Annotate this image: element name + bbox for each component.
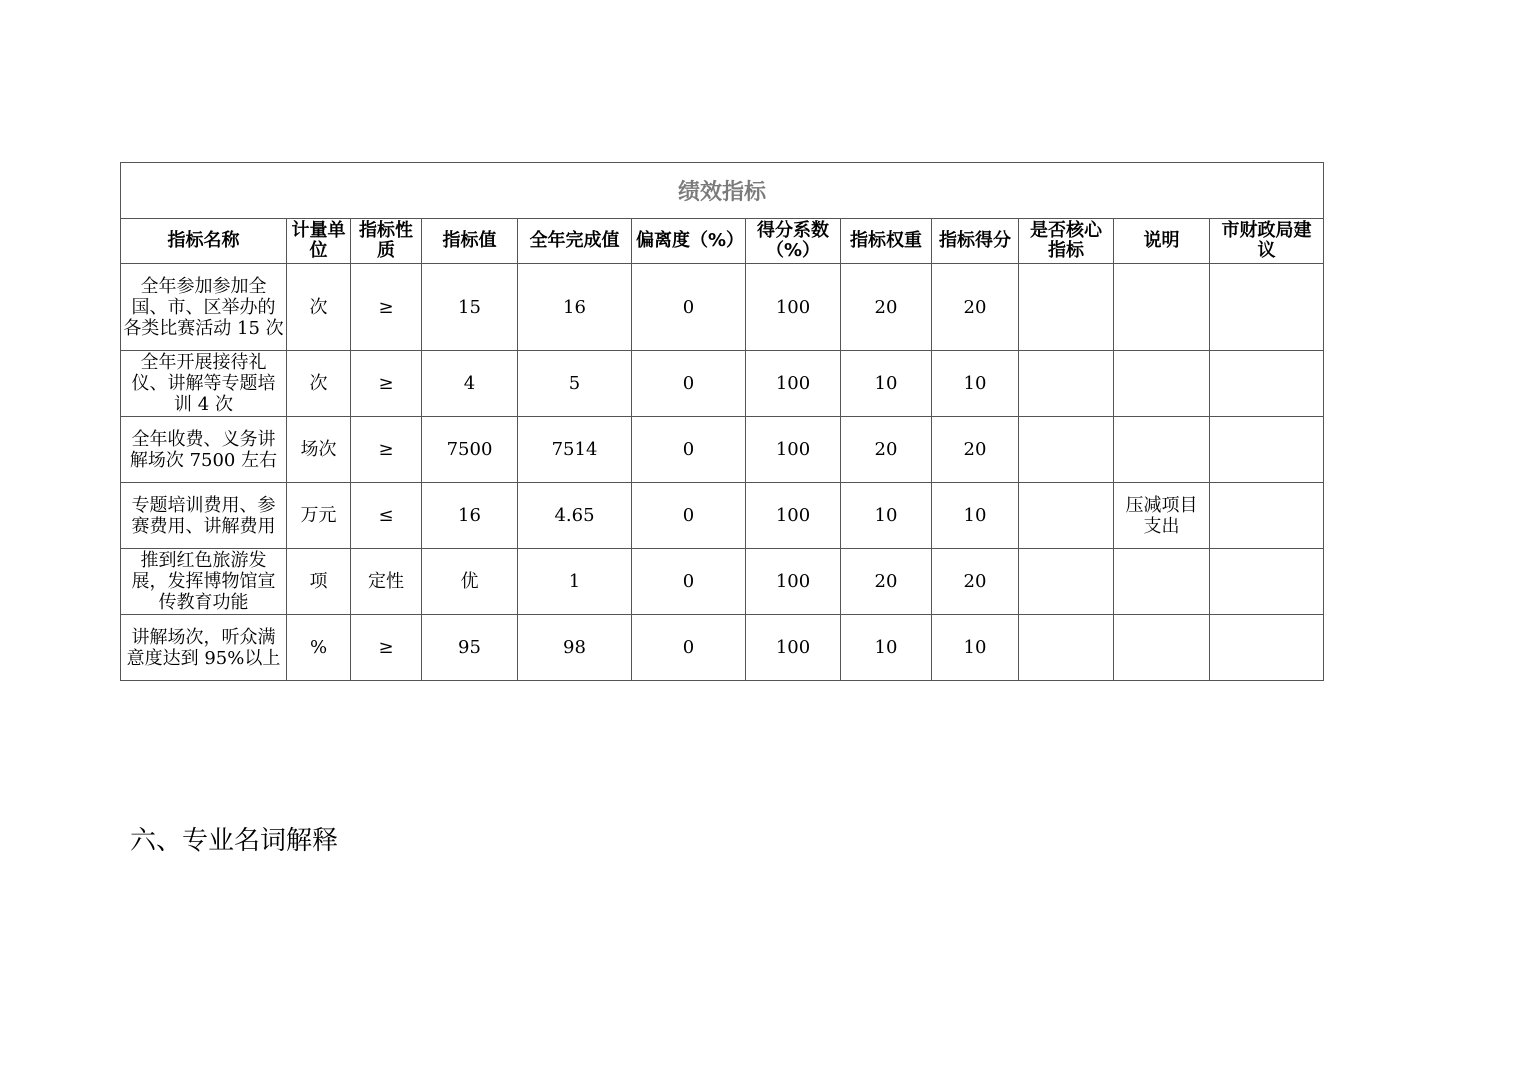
header-target-value: 指标值 xyxy=(422,219,518,264)
cell-deviation: 0 xyxy=(632,549,746,615)
cell-annual-completion: 4.65 xyxy=(518,483,632,549)
cell-weight: 10 xyxy=(841,483,932,549)
cell-unit: % xyxy=(287,615,351,681)
cell-deviation: 0 xyxy=(632,351,746,417)
cell-finance-suggestion xyxy=(1210,549,1324,615)
table-row xyxy=(121,264,1324,351)
table-row xyxy=(121,549,1324,615)
cell-nature: ≥ xyxy=(351,417,422,483)
cell-indicator-name: 专题培训费用、参赛费用、讲解费用 xyxy=(121,483,287,549)
section-heading: 六、专业名词解释 xyxy=(130,826,339,856)
cell-weight: 10 xyxy=(841,351,932,417)
cell-weight: 20 xyxy=(841,264,932,351)
cell-finance-suggestion xyxy=(1210,417,1324,483)
cell-deviation: 0 xyxy=(632,615,746,681)
cell-unit: 次 xyxy=(287,351,351,417)
cell-score-coefficient: 100 xyxy=(746,351,841,417)
cell-score: 20 xyxy=(932,549,1019,615)
cell-score-coefficient: 100 xyxy=(746,549,841,615)
cell-nature: ≥ xyxy=(351,615,422,681)
cell-score: 10 xyxy=(932,351,1019,417)
cell-is-core xyxy=(1019,264,1114,351)
header-is-core: 是否核心指标 xyxy=(1019,219,1114,264)
header-nature: 指标性质 xyxy=(351,219,422,264)
cell-remarks xyxy=(1114,615,1210,681)
cell-deviation: 0 xyxy=(632,417,746,483)
cell-score: 20 xyxy=(932,417,1019,483)
cell-finance-suggestion xyxy=(1210,351,1324,417)
cell-deviation: 0 xyxy=(632,483,746,549)
cell-is-core xyxy=(1019,615,1114,681)
table-row xyxy=(121,615,1324,681)
cell-remarks xyxy=(1114,549,1210,615)
cell-score: 10 xyxy=(932,615,1019,681)
cell-annual-completion: 98 xyxy=(518,615,632,681)
header-score: 指标得分 xyxy=(932,219,1019,264)
cell-indicator-name: 全年收费、义务讲解场次 7500 左右 xyxy=(121,417,287,483)
cell-finance-suggestion xyxy=(1210,483,1324,549)
cell-unit: 项 xyxy=(287,549,351,615)
cell-target-value: 95 xyxy=(422,615,518,681)
cell-weight: 20 xyxy=(841,549,932,615)
cell-weight: 10 xyxy=(841,615,932,681)
header-finance-suggestion: 市财政局建议 xyxy=(1210,219,1324,264)
cell-nature: 定性 xyxy=(351,549,422,615)
cell-annual-completion: 16 xyxy=(518,264,632,351)
table-title: 绩效指标 xyxy=(121,163,1324,219)
table-row xyxy=(121,417,1324,483)
header-remarks: 说明 xyxy=(1114,219,1210,264)
cell-weight: 20 xyxy=(841,417,932,483)
cell-unit: 万元 xyxy=(287,483,351,549)
cell-score-coefficient: 100 xyxy=(746,615,841,681)
cell-deviation: 0 xyxy=(632,264,746,351)
header-score-coefficient: 得分系数（%） xyxy=(746,219,841,264)
cell-finance-suggestion xyxy=(1210,264,1324,351)
cell-target-value: 15 xyxy=(422,264,518,351)
table-row xyxy=(121,483,1324,549)
table-row xyxy=(121,351,1324,417)
cell-unit: 场次 xyxy=(287,417,351,483)
header-indicator-name: 指标名称 xyxy=(121,219,287,264)
cell-score-coefficient: 100 xyxy=(746,483,841,549)
performance-indicator-table xyxy=(120,162,1324,681)
header-weight: 指标权重 xyxy=(841,219,932,264)
cell-indicator-name: 全年参加参加全国、市、区举办的各类比赛活动 15 次 xyxy=(121,264,287,351)
cell-annual-completion: 5 xyxy=(518,351,632,417)
cell-target-value: 优 xyxy=(422,549,518,615)
cell-score: 10 xyxy=(932,483,1019,549)
table-title-row xyxy=(121,163,1324,219)
cell-annual-completion: 7514 xyxy=(518,417,632,483)
cell-indicator-name: 全年开展接待礼仪、讲解等专题培训 4 次 xyxy=(121,351,287,417)
cell-indicator-name: 讲解场次，听众满意度达到 95%以上 xyxy=(121,615,287,681)
cell-remarks xyxy=(1114,264,1210,351)
cell-is-core xyxy=(1019,483,1114,549)
table-header-row xyxy=(121,219,1324,264)
header-unit: 计量单位 xyxy=(287,219,351,264)
cell-indicator-name: 推到红色旅游发展，发挥博物馆宣传教育功能 xyxy=(121,549,287,615)
cell-unit: 次 xyxy=(287,264,351,351)
cell-target-value: 16 xyxy=(422,483,518,549)
cell-nature: ≥ xyxy=(351,351,422,417)
cell-is-core xyxy=(1019,417,1114,483)
cell-remarks: 压减项目支出 xyxy=(1114,483,1210,549)
cell-remarks xyxy=(1114,417,1210,483)
cell-nature: ≤ xyxy=(351,483,422,549)
cell-is-core xyxy=(1019,549,1114,615)
cell-score-coefficient: 100 xyxy=(746,264,841,351)
cell-target-value: 7500 xyxy=(422,417,518,483)
header-annual-completion: 全年完成值 xyxy=(518,219,632,264)
cell-finance-suggestion xyxy=(1210,615,1324,681)
cell-target-value: 4 xyxy=(422,351,518,417)
cell-is-core xyxy=(1019,351,1114,417)
header-deviation: 偏离度（%） xyxy=(632,219,746,264)
cell-score: 20 xyxy=(932,264,1019,351)
cell-annual-completion: 1 xyxy=(518,549,632,615)
cell-nature: ≥ xyxy=(351,264,422,351)
cell-score-coefficient: 100 xyxy=(746,417,841,483)
cell-remarks xyxy=(1114,351,1210,417)
